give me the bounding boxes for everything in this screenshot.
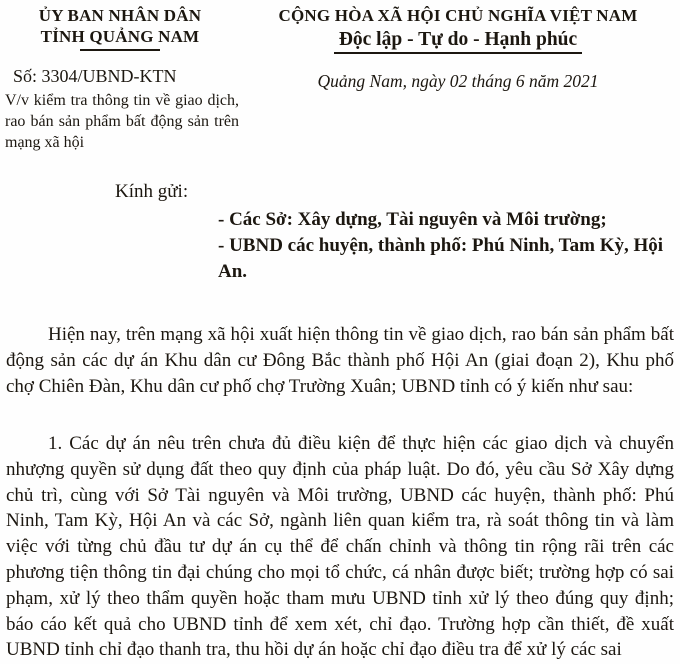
place-and-date: Quảng Nam, ngày 02 tháng 6 năm 2021: [317, 71, 599, 91]
issuer-name-line1: ỦY BAN NHÂN DÂN: [38, 6, 202, 25]
motto-underline-rule: [334, 52, 582, 54]
republic-title: CỘNG HÒA XÃ HỘI CHỦ NGHĨA VIỆT NAM: [278, 6, 638, 25]
body-paragraph-2: 1. Các dự án nêu trên chưa đủ điều kiện để thực hiện các giao dịch và chuyển nhượng quyền sử dụng đất theo quy định của pháp luật. Do đó, yêu cầu Sở Xây dựng chủ trì, cùng với Sở Tài nguyên và Môi trường, UBND các huyện, thành phố: Phú Ninh, Tam Kỳ, Hội An và các Sở, ngành liên quan kiểm tra, rà soát thông tin và làm việc với từng chủ đầu tư dự án cụ thể để chấn chỉnh và thông tin rộng rãi trên các phương tiện thông tin đại chúng cho mọi tổ chức, cá nhân được biết; trường hợp có sai phạm, xử lý theo thẩm quyền hoặc tham mưu UBND tỉnh xử lý theo đúng quy định; báo cáo kết quả cho UBND tỉnh để xem xét, chỉ đạo. Trường hợp cần thiết, đề xuất UBND tỉnh chỉ đạo thanh tra, thu hồi dự án hoặc chỉ đạo điều tra để xử lý các sai: [6, 433, 674, 661]
salutation: Kính gửi:: [115, 181, 189, 202]
document-number: Số: 3304/UBND-KTN: [13, 66, 177, 86]
document-subject: V/v kiểm tra thông tin về giao dịch, rao bán sản phẩm bất động sản trên mạng xã hội: [5, 92, 239, 151]
issuer-name-line2: TỈNH QUẢNG NAM: [40, 27, 200, 46]
recipient-item: - UBND các huyện, thành phố: Phú Ninh, Tam Kỳ, Hội An.: [218, 235, 664, 282]
recipient-list: [218, 207, 670, 285]
national-header: [240, 5, 676, 54]
recipient-item: - Các Sở: Xây dựng, Tài nguyên và Môi trường;: [218, 209, 607, 230]
body-paragraph-1: Hiện nay, trên mạng xã hội xuất hiện thông tin về giao dịch, rao bán sản phẩm bất động sản các dự án Khu dân cư Đông Bắc thành phố Hội An (giai đoạn 2), Khu phố chợ Chiên Đàn, Khu dân cư phố chợ Trường Xuân; UBND tỉnh có ý kiến như sau:: [6, 324, 674, 397]
national-motto: Độc lập - Tự do - Hạnh phúc: [338, 29, 578, 50]
issuer-underline-rule: [80, 49, 160, 51]
issuer-header: [0, 5, 240, 51]
